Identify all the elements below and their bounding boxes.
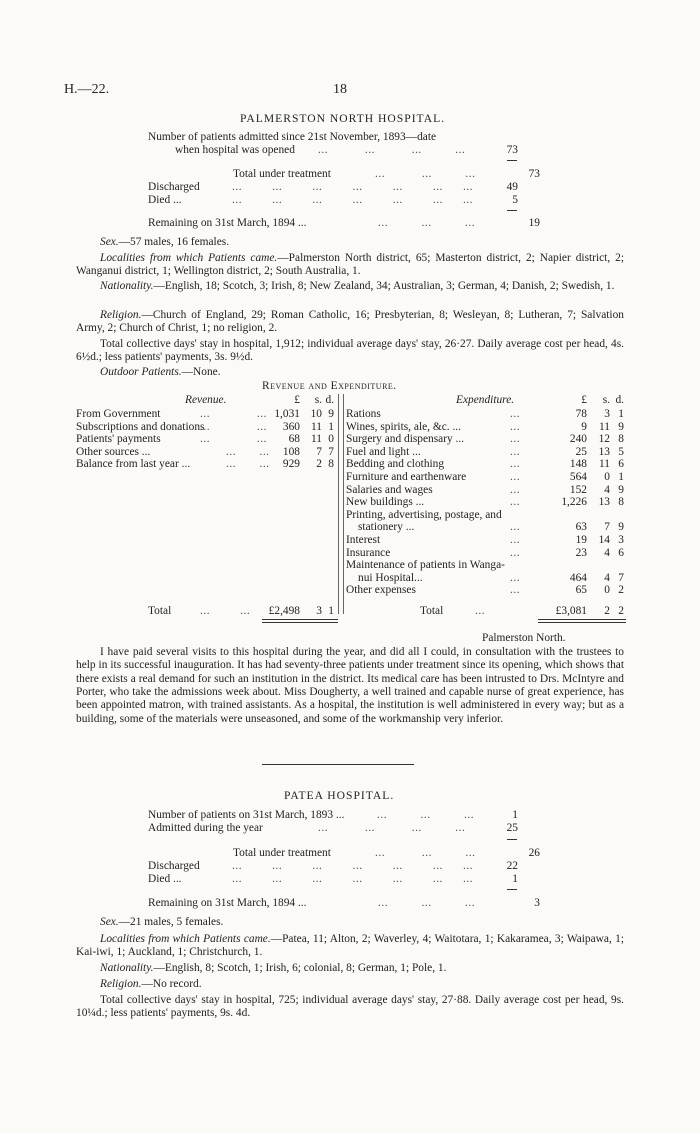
expenditure-shillings: 3 <box>604 408 610 420</box>
expenditure-shillings: 11 <box>599 458 610 471</box>
expenditure-label: Furniture and earthenware <box>346 471 467 483</box>
expenditure-label: Salaries and wages <box>346 483 433 496</box>
died-value: 5 <box>512 194 518 206</box>
expenditure-pounds: 9 <box>581 420 587 433</box>
died-label: Died ... <box>148 194 182 206</box>
died-label: Died ... <box>148 873 182 885</box>
number-value: 1 <box>512 809 518 821</box>
dot-leader: ... ... <box>200 420 267 433</box>
revenue-shillings: 11 <box>311 433 322 446</box>
table-divider <box>338 394 339 614</box>
expenditure-shillings: 4 <box>604 483 610 496</box>
dot-leader: ... <box>510 483 521 496</box>
outdoor-line: Outdoor Patients.—None. <box>100 366 221 378</box>
sex-line: Sex.—21 males, 5 females. <box>100 916 224 928</box>
expenditure-pence: 6 <box>618 458 624 471</box>
expenditure-pounds: 78 <box>575 408 587 420</box>
nationality-paragraph: Nationality.—English, 18; Scotch, 3; Irish, 8; New Zealand, 34; Australian, 3; German, 4; Danish, 2; Swedish, 1. <box>100 280 615 292</box>
admitted-label: Admitted during the year <box>148 822 263 834</box>
revenue-shillings: 10 <box>310 408 322 420</box>
expenditure-total-label: Total <box>420 605 444 617</box>
dot-leader: ... ... ... ... ... ... ... <box>232 194 474 206</box>
expenditure-label: Bedding and clothing <box>346 458 445 471</box>
dot-leader: ... ... <box>200 433 267 446</box>
admitted-value: 73 <box>506 144 518 156</box>
total-label: Total under treatment <box>233 168 331 180</box>
revenue-pence: 8 <box>328 458 334 471</box>
dot-leader: ... <box>510 521 521 534</box>
dot-leader: ... <box>510 445 521 458</box>
dot-leader: ... ... ... ... ... ... ... <box>232 873 474 885</box>
revenue-pence: 7 <box>328 445 334 458</box>
expenditure-shillings: 13 <box>598 445 610 458</box>
expenditure-pence: 3 <box>618 534 624 546</box>
revenue-pounds: 929 <box>282 458 300 471</box>
expenditure-label: Interest <box>346 534 381 546</box>
revenue-pence: 9 <box>328 408 334 420</box>
expenditure-label: Fuel and light ... <box>346 445 421 458</box>
expenditure-shillings: 0 <box>604 471 610 483</box>
stay-paragraph: Total collective days' stay in hospital, 725; individual average days' stay, 27·88. Daily average cost per head, 9s. 10¼d.; less patients' payments, 9s. 4d. <box>76 994 624 1020</box>
revenue-label: Other sources ... <box>76 445 151 458</box>
dot-leader: ... ... <box>200 605 251 617</box>
revenue-label: From Government <box>76 408 161 420</box>
number-label: Number of patients on 31st March, 1893 ... <box>148 809 345 821</box>
religion-paragraph: Religion.—No record. <box>100 978 202 990</box>
dot-leader: ... <box>510 471 521 483</box>
revenue-pence: 0 <box>328 433 334 446</box>
pence-head: d. <box>615 394 624 406</box>
table-title: Revenue and Expenditure. <box>262 380 397 392</box>
expenditure-heading: Expenditure. <box>456 394 515 406</box>
expenditure-label: Printing, advertising, postage, and <box>346 508 502 521</box>
expenditure-pounds: 63 <box>575 521 587 534</box>
expenditure-pence: 9 <box>618 483 624 496</box>
expenditure-shillings: 14 <box>598 534 610 546</box>
revenue-shillings: 7 <box>316 445 322 458</box>
dot-leader: ... <box>510 458 521 471</box>
expenditure-label: Insurance <box>346 546 391 559</box>
remaining-value: 19 <box>528 217 540 229</box>
expenditure-label-cont: stationery ... <box>358 521 415 534</box>
admitted-value: 25 <box>506 822 518 834</box>
dot-leader: ... <box>510 534 521 546</box>
expenditure-pence: 8 <box>618 496 624 509</box>
expenditure-pence: 7 <box>618 571 624 584</box>
section-divider <box>262 764 414 765</box>
expenditure-pounds: 148 <box>569 458 587 471</box>
remaining-label: Remaining on 31st March, 1894 ... <box>148 217 307 229</box>
revenue-total-pence: 1 <box>328 605 334 617</box>
expenditure-shillings: 12 <box>598 433 610 446</box>
expenditure-label: Wines, spirits, ale, &c. ... <box>346 420 462 433</box>
died-value: 1 <box>512 873 518 885</box>
page-id: H.—22. <box>64 82 110 97</box>
nationality-paragraph: Nationality.—English, 8; Scotch, 1; Irish, 6; colonial, 8; German, 1; Pole, 1. <box>100 962 447 974</box>
expenditure-shillings: 0 <box>604 584 610 597</box>
expenditure-label: Maintenance of patients in Wanga- <box>346 559 505 572</box>
total-value: 73 <box>528 168 540 180</box>
dot-leader: ... ... <box>200 408 267 420</box>
revenue-pounds: 360 <box>282 420 300 433</box>
dot-leader: ... ... ... ... ... ... ... <box>232 181 474 193</box>
total-label: Total under treatment <box>233 847 331 859</box>
report-paragraph: I have paid several visits to this hospital during the year, and did all I could, in consultation with the trustees to help in its successful inauguration. It has had seventy-three patients under treatment since its opening, which shows that there exists a real demand for such an institution in the district. Its medical care has been intrusted to Drs. McIntyre and Porter, who take the admissions week about. Miss Dougherty, a well trained and capable nurse of great experience, has been appointed matron, with trained assistants. As a hospital, the institution is well administered in every way; but as a building, some of the materials were unseasoned, and some of the workmanship very inferior. <box>76 646 624 725</box>
discharged-label: Discharged <box>148 860 200 872</box>
expenditure-total-shillings: 2 <box>604 605 610 617</box>
revenue-label: Subscriptions and donations <box>76 420 205 433</box>
expenditure-pence: 1 <box>618 471 624 483</box>
expenditure-label-cont: nui Hospital... <box>358 571 423 584</box>
discharged-label: Discharged <box>148 181 200 193</box>
page-number: 18 <box>333 82 347 97</box>
expenditure-pounds: 19 <box>575 534 587 546</box>
expenditure-pence: 9 <box>618 521 624 534</box>
shillings-head: s. <box>602 394 610 406</box>
remaining-value: 3 <box>534 897 540 909</box>
expenditure-label: New buildings ... <box>346 496 425 509</box>
section-title-patea: PATEA HOSPITAL. <box>284 789 395 802</box>
dot-leader: ... ... ... ... <box>318 144 466 156</box>
stay-paragraph: Total collective days' stay in hospital, 1,912; individual average days' stay, 26·27. Daily average cost per head, 4s. 6½d.; less patients' payments, 3s. 9½d. <box>76 338 624 364</box>
revenue-total-pounds: £2,498 <box>268 605 300 617</box>
admitted-label: Number of patients admitted since 21st November, 1893—date <box>148 131 437 143</box>
expenditure-shillings: 13 <box>598 496 610 509</box>
expenditure-shillings: 4 <box>604 571 610 584</box>
dot-leader: ... ... ... <box>378 897 476 909</box>
dot-leader: ... <box>475 605 486 617</box>
sex-line: Sex.—57 males, 16 females. <box>100 236 230 248</box>
dot-leader: ... <box>510 546 521 559</box>
revenue-pounds: 108 <box>282 445 300 458</box>
dot-leader: ... ... ... ... <box>318 822 466 834</box>
dot-leader: ... <box>510 408 521 420</box>
dot-leader: ... <box>510 584 521 597</box>
dot-leader: ... ... ... <box>378 217 476 229</box>
dot-leader: ... <box>510 571 521 584</box>
place-signature: Palmerston North. <box>482 632 566 644</box>
revenue-label: Balance from last year ... <box>76 458 191 471</box>
revenue-pounds: 1,031 <box>274 408 300 420</box>
expenditure-shillings: 11 <box>599 420 610 433</box>
expenditure-pence: 6 <box>618 546 624 559</box>
expenditure-pounds: 1,226 <box>561 496 587 509</box>
dot-leader: ... <box>510 496 521 509</box>
dot-leader: ... ... ... <box>375 847 476 859</box>
revenue-heading: Revenue. <box>185 394 227 406</box>
revenue-pounds: 68 <box>288 433 300 446</box>
expenditure-pounds: 23 <box>575 546 587 559</box>
table-divider <box>343 394 344 614</box>
expenditure-shillings: 4 <box>604 546 610 559</box>
expenditure-total-pounds: £3,081 <box>555 605 587 617</box>
remaining-label: Remaining on 31st March, 1894 ... <box>148 897 307 909</box>
dot-leader: ... ... <box>226 458 270 471</box>
revenue-total-shillings: 3 <box>316 605 322 617</box>
total-value: 26 <box>528 847 540 859</box>
revenue-shillings: 11 <box>311 420 322 433</box>
revenue-shillings: 2 <box>316 458 322 471</box>
expenditure-pence: 1 <box>618 408 624 420</box>
revenue-total-label: Total <box>148 605 172 617</box>
admitted-label-cont: when hospital was opened <box>175 144 295 156</box>
expenditure-pounds: 564 <box>569 471 587 483</box>
dot-leader: ... ... ... <box>375 168 476 180</box>
expenditure-label: Surgery and dispensary ... <box>346 433 465 446</box>
religion-paragraph: Religion.—Church of England, 29; Roman Catholic, 16; Presbyterian, 8; Wesleyan, 8; Lutheran, 7; Salvation Army, 2; Church of Christ, 1; no religion, 2. <box>76 309 624 335</box>
expenditure-pounds: 65 <box>575 584 587 597</box>
pounds-head: £ <box>294 394 300 406</box>
expenditure-pence: 2 <box>618 584 624 597</box>
dot-leader: ... ... ... ... ... ... ... <box>232 860 474 872</box>
dot-leader: ... ... <box>226 445 270 458</box>
expenditure-pounds: 464 <box>569 571 587 584</box>
discharged-value: 22 <box>506 860 518 872</box>
localities-paragraph: Localities from which Patients came.—Palmerston North district, 65; Masterton district, 2; Napier district, 2; Wanganui district, 1; Wellington district, 2; South Australia, 1. <box>76 252 625 278</box>
shillings-head: s. <box>314 394 322 406</box>
expenditure-total-pence: 2 <box>618 605 624 617</box>
dot-leader: ... <box>510 420 521 433</box>
dot-leader: ... ... ... <box>377 809 475 821</box>
discharged-value: 49 <box>506 181 518 193</box>
expenditure-pounds: 240 <box>569 433 587 446</box>
expenditure-pence: 8 <box>618 433 624 446</box>
pounds-head: £ <box>581 394 587 406</box>
expenditure-pounds: 25 <box>575 445 587 458</box>
dot-leader: ... <box>510 433 521 446</box>
expenditure-label: Rations <box>346 408 381 420</box>
revenue-pence: 1 <box>328 420 334 433</box>
section-title-palmerston: PALMERSTON NORTH HOSPITAL. <box>240 112 446 125</box>
expenditure-pounds: 152 <box>569 483 587 496</box>
localities-paragraph: Localities from which Patients came.—Patea, 11; Alton, 2; Waverley, 4; Waitotara, 1; Kakaramea, 3; Waipawa, 1; Kai-iwi, 1; Auckland, 1; Christchurch, 1. <box>76 933 624 959</box>
expenditure-pence: 9 <box>618 420 624 433</box>
expenditure-pence: 5 <box>618 445 624 458</box>
expenditure-shillings: 7 <box>604 521 610 534</box>
revenue-label: Patients' payments <box>76 433 161 446</box>
expenditure-label: Other expenses <box>346 584 416 597</box>
pence-head: d. <box>325 394 334 406</box>
